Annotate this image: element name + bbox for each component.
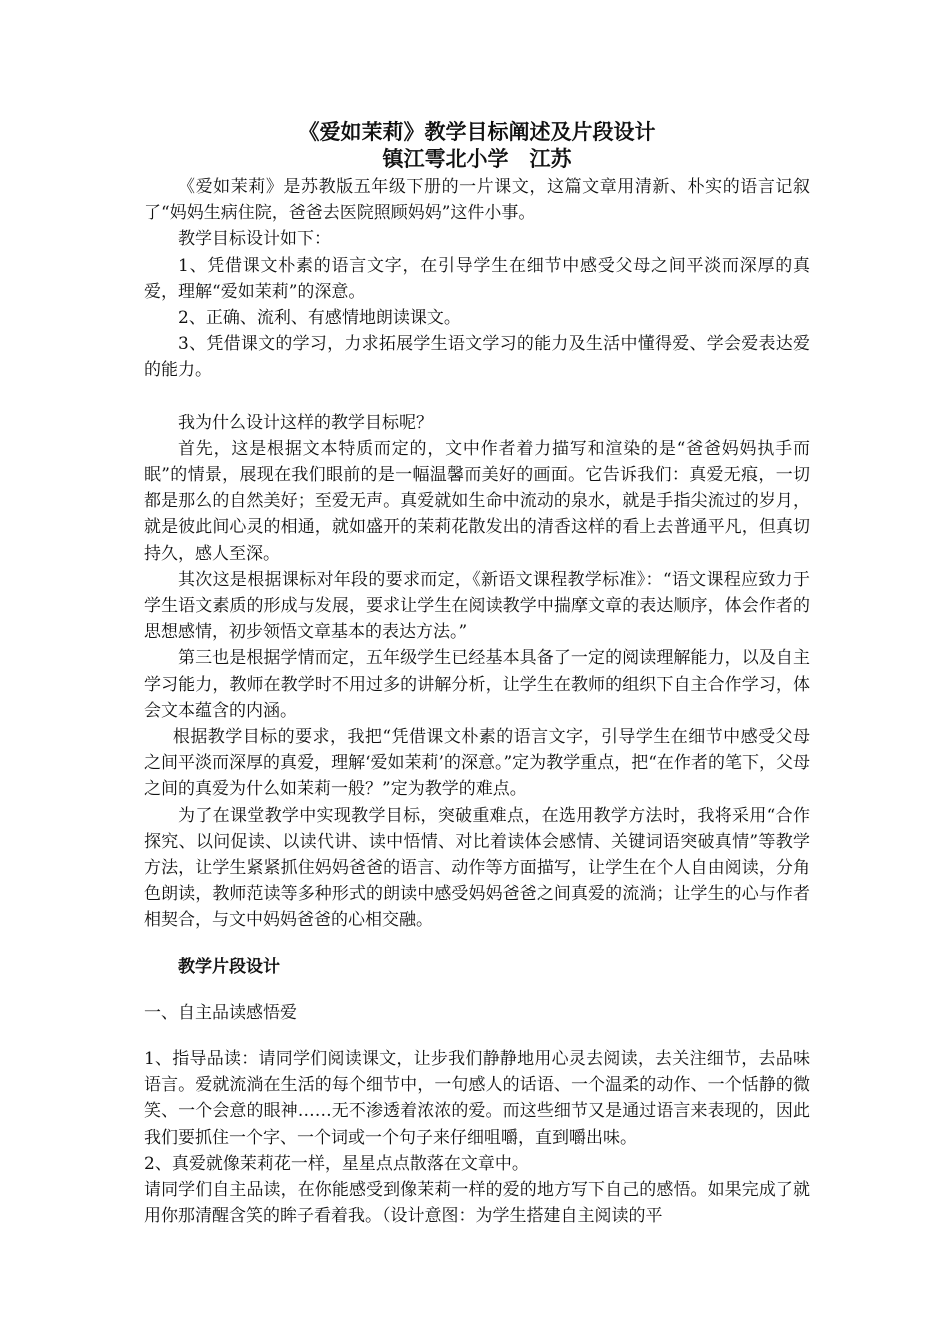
goal-item: 2、正确、流利、有感情地朗读课文。 [178, 308, 461, 329]
document-subtitle: 镇江雩北小学 江苏 [382, 146, 572, 171]
goal-item: 1、凭借课文朴素的语言文字，在引导学生在细节中感受父母之间平淡而深厚的真爱，理解“爱如茉莉”的深意。 [144, 255, 810, 302]
spacer [144, 384, 810, 410]
reason-paragraph: 首先，这是根据文本特质而定的，文中作者着力描写和渲染的是“爸爸妈妈执手而眠”的情景，展现在我们眼前的是一幅温馨而美好的画面。它告诉我们：真爱无痕，一切都是那么的自然美好；至爱无声。真爱就如生命中流动的泉水，就是手指尖流过的岁月，就是彼此间心灵的相通，就如盛开的茉莉花散发出的清香这样的看上去普通平凡，但真切持久，感人至深。 [144, 438, 810, 564]
segment-heading: 教学片段设计 [178, 956, 280, 977]
methods-paragraph: 为了在课堂教学中实现教学目标，突破重难点，在选用教学方法时，我将采用“合作探究、以问促读、以读代讲、读中悟情、对比着读体会感情、关键词语突破真情”等教学方法，让学生紧紧抓住妈妈爸爸的语言、动作等方面描写，让学生在个人自由阅读，分角色朗读，教师范读等多种形式的朗读中感受妈妈爸爸之间真爱的流淌；让学生的心与作者相契合，与文中妈妈爸爸的心相交融。 [144, 805, 810, 931]
spacer [144, 934, 810, 954]
spacer [144, 980, 810, 1000]
document-title: 《爱如茉莉》教学目标阐述及片段设计 [298, 119, 656, 144]
spacer [144, 1026, 810, 1046]
reason-paragraph: 第三也是根据学情而定，五年级学生已经基本具备了一定的阅读理解能力，以及自主学习能力，教师在教学时不用过多的讲解分析，让学生在教师的组织下自主合作学习，体会文本蕴含的内涵。 [144, 648, 810, 721]
key-points-paragraph: 根据教学目标的要求，我把“凭借课文朴素的语言文字，引导学生在细节中感受父母之间平淡而深厚的真爱，理解‘爱如茉莉’的深意。”定为教学重点，把“在作者的笔下，父母之间的真爱为什么如茉莉一般？”定为教学的难点。 [144, 727, 810, 800]
document-page [144, 118, 810, 1229]
goal-item: 3、凭借课文的学习，力求拓展学生语文学习的能力及生活中懂得爱、学会爱表达爱的能力。 [144, 334, 810, 381]
step-paragraph: 2、真爱就像茉莉花一样，星星点点散落在文章中。 [144, 1153, 529, 1174]
why-question: 我为什么设计这样的教学目标呢？ [178, 412, 433, 433]
step-detail-paragraph: 请同学们自主品读，在你能感受到像茉莉一样的爱的地方写下自己的感悟。如果完成了就用你那清醒含笑的眸子看着我。（设计意图：为学生搭建自主阅读的平 [144, 1179, 810, 1227]
part-heading: 一、自主品读感悟爱 [144, 1002, 297, 1023]
step-paragraph: 1、指导品读：请同学们阅读课文，让步我们静静地用心灵去阅读，去关注细节，去品味语言。爱就流淌在生活的每个细节中，一句感人的话语、一个温柔的动作、一个恬静的微笑、一个会意的眼神……无不渗透着浓浓的爱。而这些细节又是通过语言来表现的，因此我们要抓住一个字、一个词或一个句子来仔细咀嚼，直到嚼出味。 [144, 1048, 810, 1148]
intro-paragraph: 《爱如茉莉》是苏教版五年级下册的一片课文，这篇文章用清新、朴实的语言记叙了“妈妈生病住院，爸爸去医院照顾妈妈”这件小事。 [144, 177, 810, 224]
goals-intro: 教学目标设计如下： [178, 229, 331, 250]
reason-paragraph: 其次这是根据课标对年段的要求而定，《新语文课程教学标准》：“语文课程应致力于学生语文素质的形成与发展，要求让学生在阅读教学中揣摩文章的表达顺序，体会作者的思想感情，初步领悟文章基本的表达方法。” [144, 569, 810, 643]
